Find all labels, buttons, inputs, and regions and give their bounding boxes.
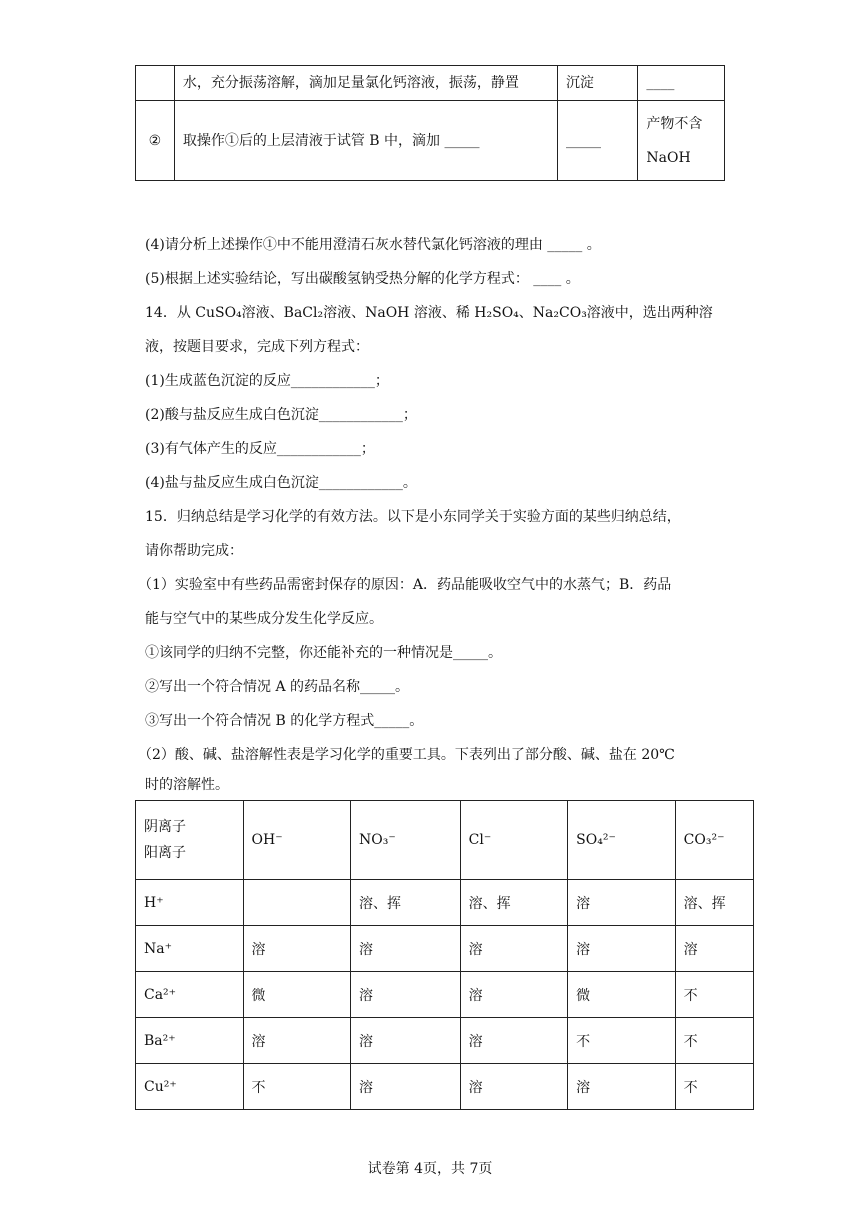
table-row bbox=[136, 880, 754, 926]
table-cell: 溶、挥 bbox=[675, 880, 753, 926]
table-row bbox=[136, 1018, 754, 1064]
table-cell: 溶 bbox=[568, 1064, 676, 1110]
cation-label: 阳离子 bbox=[144, 845, 186, 861]
cation-cell: Cu²⁺ bbox=[136, 1064, 244, 1110]
table-cell: 溶 bbox=[243, 926, 351, 972]
operation-cell bbox=[174, 101, 557, 181]
table-cell: 微 bbox=[243, 972, 351, 1018]
anion-header-cell: SO₄²⁻ bbox=[568, 801, 676, 880]
table-cell: 不 bbox=[243, 1064, 351, 1110]
table-cell: 不 bbox=[675, 972, 753, 1018]
table-cell: 溶 bbox=[460, 926, 568, 972]
table-cell: 溶 bbox=[460, 1018, 568, 1064]
table-cell bbox=[243, 880, 351, 926]
anion-header-cell: Cl⁻ bbox=[460, 801, 568, 880]
table-header-row bbox=[136, 801, 754, 880]
table-cell: 溶 bbox=[351, 1018, 461, 1064]
corner-header-cell bbox=[136, 801, 244, 880]
anion-header-cell: NO₃⁻ bbox=[351, 801, 461, 880]
table-cell: 不 bbox=[568, 1018, 676, 1064]
question-14-line-1: 14．从 CuSO₄溶液、BaCl₂溶液、NaOH 溶液、稀 H₂SO₄、Na₂CO₃溶液中，选出两种溶 bbox=[145, 305, 713, 321]
question-15-sub1-line-1: （1）实验室中有些药品需密封保存的原因：A．药品能吸收空气中的水蒸气；B．药品 bbox=[138, 577, 672, 593]
conclusion-line-2: NaOH bbox=[646, 149, 691, 166]
table-cell: 溶、挥 bbox=[351, 880, 461, 926]
operation-text: 取操作①后的上层清液于试管 B 中，滴加 bbox=[182, 132, 441, 149]
cation-cell: Na⁺ bbox=[136, 926, 244, 972]
question-14-part-2: (2)酸与盐反应生成白色沉淀____________； bbox=[145, 407, 417, 423]
table-cell: 溶 bbox=[568, 926, 676, 972]
question-14-part-3: (3)有气体产生的反应____________； bbox=[145, 441, 375, 457]
table-row bbox=[136, 66, 725, 101]
step-number-cell bbox=[136, 66, 175, 101]
solubility-table bbox=[135, 800, 754, 1110]
table-cell: 溶 bbox=[460, 1064, 568, 1110]
question-15-item-1: ①该同学的归纳不完整，你还能补充的一种情况是_____。 bbox=[145, 645, 502, 661]
table-cell: 溶 bbox=[460, 972, 568, 1018]
question-15-sub1-line-2: 能与空气中的某些成分发生化学反应。 bbox=[145, 611, 383, 627]
table-row bbox=[136, 972, 754, 1018]
question-5-line: (5)根据上述实验结论，写出碳酸氢钠受热分解的化学方程式： ____ 。 bbox=[145, 271, 580, 287]
question-15-sub2-line-2: 时的溶解性。 bbox=[145, 777, 229, 793]
table-cell: 溶 bbox=[675, 926, 753, 972]
table-cell: 溶 bbox=[351, 1064, 461, 1110]
table-cell: 不 bbox=[675, 1064, 753, 1110]
conclusion-cell: ____ bbox=[638, 66, 725, 101]
question-4-line: (4)请分析上述操作①中不能用澄清石灰水替代氯化钙溶液的理由 _____ 。 bbox=[145, 237, 601, 253]
operation-blank: _____ bbox=[444, 132, 480, 149]
conclusion-line-1: 产物不含 bbox=[646, 115, 703, 132]
table-cell: 微 bbox=[568, 972, 676, 1018]
table-cell: 溶、挥 bbox=[460, 880, 568, 926]
table-cell: 溶 bbox=[351, 972, 461, 1018]
table-cell: 溶 bbox=[568, 880, 676, 926]
cation-cell: Ca²⁺ bbox=[136, 972, 244, 1018]
experiment-table bbox=[135, 65, 725, 181]
table-row bbox=[136, 101, 725, 181]
question-15-line-1: 15．归纳总结是学习化学的有效方法。以下是小东同学关于实验方面的某些归纳总结， bbox=[145, 509, 681, 525]
table-cell: 溶 bbox=[243, 1018, 351, 1064]
question-14-part-1: (1)生成蓝色沉淀的反应____________； bbox=[145, 373, 389, 389]
question-15-item-3: ③写出一个符合情况 B 的化学方程式_____。 bbox=[145, 713, 424, 729]
anion-header-cell: CO₃²⁻ bbox=[675, 801, 753, 880]
page-footer: 试卷第 4页，共 7页 bbox=[367, 1161, 493, 1177]
anion-label: 阴离子 bbox=[144, 819, 186, 835]
phenomenon-cell: 沉淀 bbox=[557, 66, 637, 101]
table-cell: 不 bbox=[675, 1018, 753, 1064]
question-15-item-2: ②写出一个符合情况 A 的药品名称_____。 bbox=[145, 679, 410, 695]
cation-cell: H⁺ bbox=[136, 880, 244, 926]
anion-header-cell: OH⁻ bbox=[243, 801, 351, 880]
conclusion-cell bbox=[638, 101, 725, 181]
step-number-cell: ② bbox=[136, 101, 175, 181]
question-15-line-2: 请你帮助完成： bbox=[145, 543, 243, 559]
question-14-line-2: 液，按题目要求，完成下列方程式： bbox=[145, 339, 369, 355]
phenomenon-cell: _____ bbox=[557, 101, 637, 181]
table-row bbox=[136, 926, 754, 972]
table-row bbox=[136, 1064, 754, 1110]
question-15-sub2-line-1: （2）酸、碱、盐溶解性表是学习化学的重要工具。下表列出了部分酸、碱、盐在 20℃ bbox=[138, 747, 675, 763]
question-14-part-4: (4)盐与盐反应生成白色沉淀____________。 bbox=[145, 475, 417, 491]
cation-cell: Ba²⁺ bbox=[136, 1018, 244, 1064]
table-cell: 溶 bbox=[351, 926, 461, 972]
operation-cell: 水，充分振荡溶解，滴加足量氯化钙溶液，振荡，静置 bbox=[174, 66, 557, 101]
